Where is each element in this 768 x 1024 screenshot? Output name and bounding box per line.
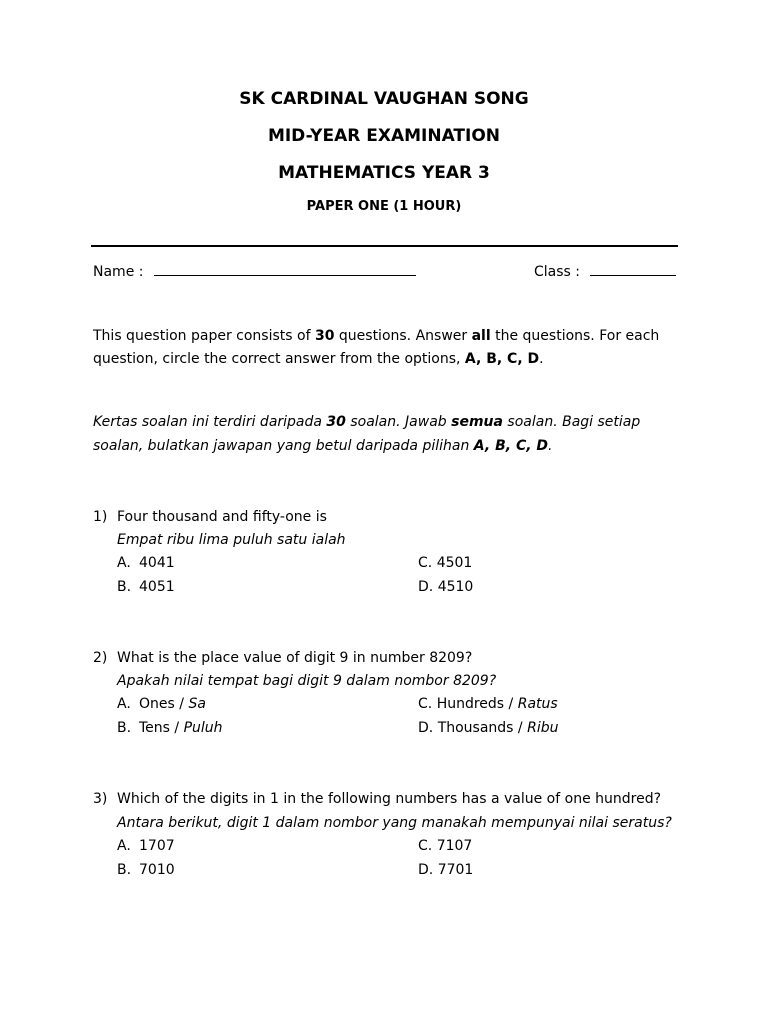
question-text-ms: Apakah nilai tempat bagi digit 9 dalam nombor 8209?	[117, 673, 497, 689]
instructions-ms-line1	[93, 413, 683, 431]
instr-en-count: 30	[314, 328, 335, 344]
class-label: Class :	[534, 264, 580, 280]
option-letter: C.	[418, 555, 433, 571]
option-letter: C.	[418, 696, 433, 712]
option-b[interactable]	[117, 719, 223, 737]
question-text-ms: Empat ribu lima puluh satu ialah	[117, 532, 346, 548]
option-letter: D.	[418, 579, 434, 595]
option-letter: B.	[117, 579, 132, 595]
option-a[interactable]	[117, 695, 206, 713]
exam-title: MID-YEAR EXAMINATION	[267, 126, 501, 146]
instr-ms-text: soalan. Jawab	[345, 414, 452, 430]
option-letter: C.	[418, 838, 433, 854]
instr-en-options: A, B, C, D	[464, 351, 540, 367]
paper-title: PAPER ONE (1 HOUR)	[306, 199, 462, 214]
instr-ms-all: semua	[451, 414, 503, 430]
instr-ms-count: 30	[326, 414, 346, 430]
instructions-en-line2	[93, 350, 683, 368]
question-text-ms: Antara berikut, digit 1 dalam nombor yang manakah mempunyai nilai seratus?	[117, 815, 672, 831]
instr-ms-text: .	[548, 438, 553, 454]
name-label: Name :	[93, 264, 144, 280]
option-b[interactable]	[117, 861, 175, 879]
option-separator: /	[174, 696, 189, 712]
option-letter: D.	[418, 862, 434, 878]
option-c[interactable]	[418, 695, 558, 713]
option-text: 7701	[437, 862, 474, 878]
option-a[interactable]	[117, 837, 175, 855]
name-blank[interactable]	[154, 263, 416, 276]
question-number: 1)	[93, 509, 108, 525]
school-name: SK CARDINAL VAUGHAN SONG	[239, 89, 529, 109]
question-number: 3)	[93, 791, 108, 807]
option-text: 4051	[139, 579, 175, 595]
option-text-ms: Ratus	[517, 696, 558, 712]
option-d[interactable]	[418, 719, 559, 737]
class-row	[534, 263, 676, 281]
option-text: 4041	[139, 555, 175, 571]
option-letter: A.	[117, 555, 131, 571]
option-a[interactable]	[117, 554, 175, 572]
option-text: Ones	[139, 696, 175, 712]
option-text: Hundreds	[436, 696, 505, 712]
question-number: 2)	[93, 650, 108, 666]
option-separator: /	[169, 720, 184, 736]
instr-ms-text: Kertas soalan ini terdiri daripada	[93, 414, 327, 430]
option-d[interactable]	[418, 861, 473, 879]
subject-title: MATHEMATICS YEAR 3	[278, 163, 490, 183]
option-letter: D.	[418, 720, 434, 736]
header-divider	[91, 245, 678, 247]
option-letter: A.	[117, 696, 131, 712]
instr-ms-text: soalan, bulatkan jawapan yang betul daripada pilihan	[93, 438, 474, 454]
option-letter: B.	[117, 862, 132, 878]
name-row	[93, 263, 416, 281]
option-text-ms: Sa	[188, 696, 206, 712]
instr-en-all: all	[471, 328, 491, 344]
option-separator: /	[504, 696, 518, 712]
option-separator: /	[513, 720, 528, 736]
option-letter: A.	[117, 838, 131, 854]
instructions-ms-line2	[93, 437, 683, 455]
option-c[interactable]	[418, 837, 472, 855]
option-letter: B.	[117, 720, 132, 736]
option-text: 7107	[436, 838, 473, 854]
question-text-en: Which of the digits in 1 in the following numbers has a value of one hundred?	[117, 791, 662, 807]
instr-en-text: This question paper consists of	[93, 328, 315, 344]
option-text: Thousands	[437, 720, 514, 736]
instr-ms-options: A, B, C, D	[473, 438, 549, 454]
option-text: 7010	[139, 862, 175, 878]
option-text-ms: Puluh	[183, 720, 223, 736]
option-c[interactable]	[418, 554, 472, 572]
instr-en-text: .	[539, 351, 544, 367]
option-text: 4501	[436, 555, 473, 571]
option-d[interactable]	[418, 578, 473, 596]
option-text: 4510	[437, 579, 474, 595]
instr-en-text: questions. Answer	[334, 328, 472, 344]
option-b[interactable]	[117, 578, 175, 596]
question-text-en: What is the place value of digit 9 in number 8209?	[117, 650, 473, 666]
option-text: 1707	[139, 838, 175, 854]
option-text: Tens	[139, 720, 170, 736]
question-text-en: Four thousand and fifty-one is	[117, 509, 327, 525]
instr-en-text: question, circle the correct answer from the options,	[93, 351, 465, 367]
instructions-en-line1	[93, 327, 683, 345]
class-blank[interactable]	[590, 263, 676, 276]
instr-en-text: the questions. For each	[490, 328, 660, 344]
option-text-ms: Ribu	[527, 720, 559, 736]
instr-ms-text: soalan. Bagi setiap	[502, 414, 641, 430]
